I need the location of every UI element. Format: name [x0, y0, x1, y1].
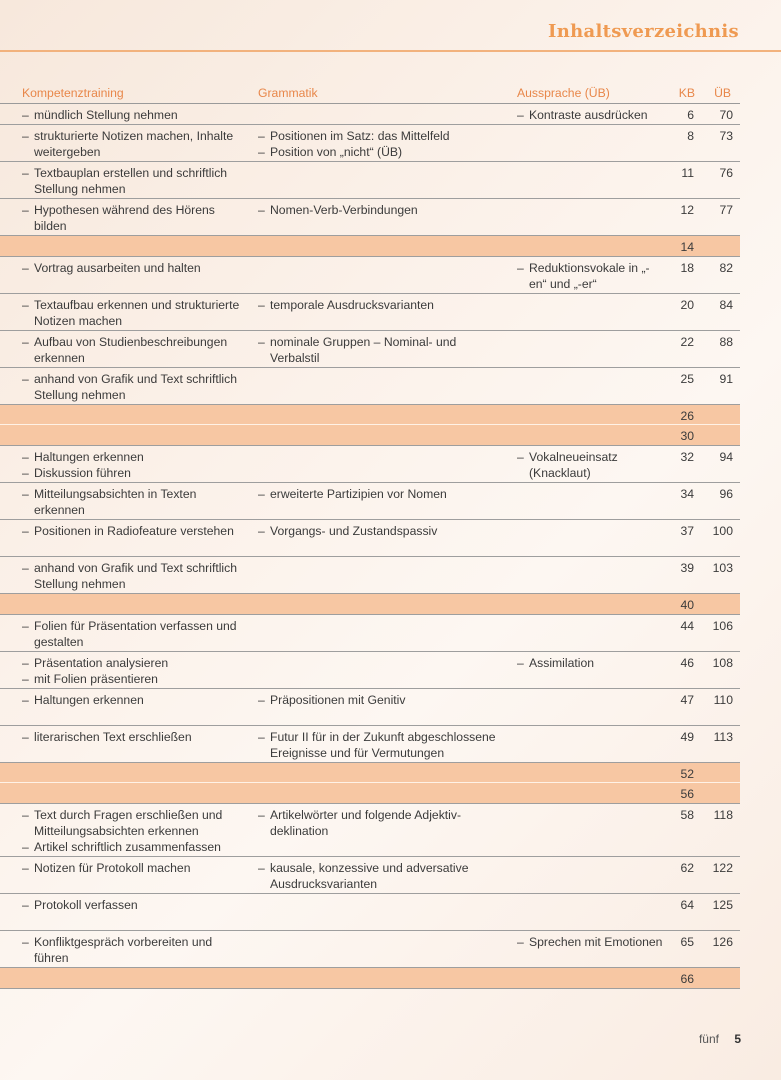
ub-page: 76 — [719, 166, 733, 180]
ub-page: 106 — [712, 619, 733, 633]
kb-page: 8 — [687, 129, 694, 143]
kompetenz-cell — [22, 260, 250, 276]
toc-item — [22, 202, 250, 234]
grammatik-cell — [258, 692, 508, 708]
kompetenz-cell — [22, 334, 250, 366]
toc-row — [0, 294, 740, 331]
kompetenz-cell — [22, 729, 250, 745]
ub-page: 94 — [719, 450, 733, 464]
toc-item — [22, 839, 250, 855]
toc-item-text: Vortrag ausarbeiten und halten — [34, 261, 201, 275]
kb-page: 14 — [680, 240, 694, 254]
dash-marker: – — [22, 840, 29, 854]
toc-band-line — [0, 968, 740, 989]
toc-item — [22, 449, 250, 465]
dash-marker: – — [22, 166, 29, 180]
kb-page: 44 — [680, 619, 694, 633]
dash-marker: – — [22, 372, 29, 386]
toc-item — [258, 486, 508, 502]
toc-item — [22, 560, 250, 592]
toc-item-text: anhand von Grafik und Text schriftlich Stellung nehmen — [34, 561, 238, 591]
toc-item-text: Aufbau von Studienbeschreibungen erkennen — [34, 335, 228, 365]
toc-item — [258, 334, 508, 366]
toc-item-text: Präpositionen mit Genitiv — [270, 693, 406, 707]
toc-item-text: Futur II für in der Zukunft abgeschlossene Ereignisse und für Vermutungen — [270, 730, 496, 760]
dash-marker: – — [22, 524, 29, 538]
kompetenz-cell — [22, 655, 250, 687]
kb-page: 26 — [680, 409, 694, 423]
ub-page: 103 — [712, 561, 733, 575]
toc-row — [0, 368, 740, 405]
dash-marker: – — [22, 335, 29, 349]
kb-page: 52 — [680, 767, 694, 781]
toc-item-text: Präsentation analysieren — [34, 656, 169, 670]
footer-page-number: 5 — [734, 1032, 741, 1046]
toc-item — [22, 465, 250, 481]
dash-marker: – — [22, 861, 29, 875]
toc-item — [22, 486, 250, 518]
toc-item-text: Positionen im Satz: das Mittelfeld — [270, 129, 450, 143]
toc-item — [22, 523, 250, 539]
kb-page: 46 — [680, 656, 694, 670]
grammatik-cell — [258, 860, 508, 892]
toc-item-text: Haltungen erkennen — [34, 450, 144, 464]
toc-item-text: erweiterte Partizipien vor Nomen — [270, 487, 447, 501]
kb-page: 20 — [680, 298, 694, 312]
dash-marker: – — [22, 450, 29, 464]
ub-page: 125 — [712, 898, 733, 912]
toc-item-text: Kontraste ausdrücken — [529, 108, 648, 122]
toc-section-band — [0, 594, 740, 615]
toc-item — [22, 371, 250, 403]
kompetenz-cell — [22, 486, 250, 518]
toc-item-text: Notizen für Protokoll machen — [34, 861, 191, 875]
toc-row — [0, 446, 740, 483]
ub-page: 96 — [719, 487, 733, 501]
toc-item-text: Vorgangs- und Zustandspassiv — [270, 524, 438, 538]
toc-item — [258, 144, 508, 160]
dash-marker: – — [22, 656, 29, 670]
aussprache-cell — [517, 655, 667, 671]
ub-page: 84 — [719, 298, 733, 312]
kb-page: 11 — [681, 166, 694, 180]
toc-item-text: Protokoll verfassen — [34, 898, 138, 912]
ub-page: 91 — [719, 372, 733, 386]
kb-page: 47 — [680, 693, 694, 707]
toc-band-line — [0, 763, 740, 782]
toc-item — [22, 692, 250, 708]
header-rule — [0, 50, 781, 52]
page-title: Inhaltsverzeichnis — [548, 21, 739, 42]
grammatik-cell — [258, 729, 508, 761]
toc-row — [0, 483, 740, 520]
toc-item — [22, 297, 250, 329]
toc-item-text: literarischen Text erschließen — [34, 730, 192, 744]
toc-item-text: Artikel schriftlich zusammenfassen — [34, 840, 221, 854]
kompetenz-cell — [22, 692, 250, 708]
dash-marker: – — [22, 808, 29, 822]
toc-item — [258, 128, 508, 144]
toc-item-text: mündlich Stellung nehmen — [34, 108, 178, 122]
toc-section-band — [0, 236, 740, 257]
grammatik-cell — [258, 523, 508, 539]
toc-item-text: Positionen in Radiofeature verstehen — [34, 524, 234, 538]
dash-marker: – — [517, 656, 524, 670]
toc-row — [0, 162, 740, 199]
toc-row — [0, 199, 740, 236]
dash-marker: – — [258, 145, 265, 159]
toc-section-band — [0, 405, 740, 446]
aussprache-cell — [517, 449, 667, 481]
toc-row — [0, 804, 740, 857]
dash-marker: – — [22, 561, 29, 575]
toc-item — [517, 107, 667, 123]
column-header-aussprache: Aussprache (ÜB) — [517, 86, 610, 100]
ub-page: 73 — [719, 129, 733, 143]
ub-page: 100 — [712, 524, 733, 538]
grammatik-cell — [258, 202, 508, 218]
toc-item-text: mit Folien präsentieren — [34, 672, 158, 686]
dash-marker: – — [22, 898, 29, 912]
dash-marker: – — [517, 108, 524, 122]
kb-page: 37 — [680, 524, 694, 538]
toc-item — [22, 934, 250, 966]
kompetenz-cell — [22, 165, 250, 197]
ub-page: 82 — [719, 261, 733, 275]
aussprache-cell — [517, 107, 667, 123]
aussprache-cell — [517, 934, 667, 950]
column-header-grammatik: Grammatik — [258, 86, 318, 100]
toc-item — [258, 729, 508, 761]
toc-item — [22, 671, 250, 687]
dash-marker: – — [517, 450, 524, 464]
dash-marker: – — [258, 335, 265, 349]
page-footer — [699, 1032, 741, 1046]
dash-marker: – — [22, 619, 29, 633]
dash-marker: – — [22, 108, 29, 122]
toc-item — [22, 729, 250, 745]
toc-band-line — [0, 594, 740, 615]
toc-item — [517, 260, 667, 292]
dash-marker: – — [22, 935, 29, 949]
kb-page: 25 — [680, 372, 694, 386]
kompetenz-cell — [22, 897, 250, 913]
toc-item — [258, 523, 508, 539]
kb-page: 66 — [680, 972, 694, 986]
dash-marker: – — [258, 203, 265, 217]
toc-row — [0, 520, 740, 557]
toc-item — [22, 107, 250, 123]
dash-marker: – — [22, 261, 29, 275]
toc-item-text: Folien für Präsentation verfassen und gestalten — [34, 619, 237, 649]
kb-page: 6 — [687, 108, 694, 122]
kb-page: 34 — [680, 487, 694, 501]
toc-item-text: strukturierte Notizen machen, Inhalte weitergeben — [34, 129, 234, 159]
ub-page: 126 — [712, 935, 733, 949]
dash-marker: – — [517, 261, 524, 275]
ub-page: 122 — [712, 861, 733, 875]
toc-item — [22, 897, 250, 913]
kb-page: 22 — [680, 335, 694, 349]
toc-item — [517, 655, 667, 671]
kb-page: 32 — [680, 450, 694, 464]
toc-section-band — [0, 763, 740, 804]
dash-marker: – — [22, 203, 29, 217]
grammatik-cell — [258, 297, 508, 313]
ub-page: 77 — [719, 203, 733, 217]
kompetenz-cell — [22, 860, 250, 876]
dash-marker: – — [22, 693, 29, 707]
toc-item-text: Nomen-Verb-Verbindungen — [270, 203, 418, 217]
toc-item — [22, 165, 250, 197]
kb-page: 12 — [680, 203, 694, 217]
toc-row — [0, 557, 740, 594]
toc-item — [258, 202, 508, 218]
dash-marker: – — [517, 935, 524, 949]
toc-item-text: Haltungen erkennen — [34, 693, 144, 707]
toc-item — [22, 860, 250, 876]
toc-item-text: Hypothesen während des Hörens bilden — [34, 203, 215, 233]
toc-item-text: anhand von Grafik und Text schriftlich Stellung nehmen — [34, 372, 238, 402]
toc-row — [0, 257, 740, 294]
ub-page: 118 — [713, 808, 733, 822]
toc-item-text: Textaufbau erkennen und strukturierte Notizen machen — [34, 298, 240, 328]
toc-item-text: Konfliktgespräch vorbereiten und führen — [34, 935, 213, 965]
dash-marker: – — [258, 129, 265, 143]
kb-page: 65 — [680, 935, 694, 949]
toc-band-line — [0, 782, 740, 802]
ub-page: 110 — [713, 693, 733, 707]
kompetenz-cell — [22, 934, 250, 966]
toc-item-text: Vokalneueinsatz (Knacklaut) — [529, 450, 618, 480]
column-header-ub: ÜB — [714, 86, 731, 100]
toc-item-text: Reduktionsvokale in „-en“ und „-er“ — [529, 261, 650, 291]
toc-row — [0, 689, 740, 726]
toc-item — [517, 449, 667, 481]
dash-marker: – — [258, 861, 265, 875]
kompetenz-cell — [22, 807, 250, 855]
grammatik-cell — [258, 486, 508, 502]
toc-row — [0, 857, 740, 894]
kb-page: 18 — [680, 261, 694, 275]
toc-item-text: nominale Gruppen – Nominal- und Verbalstil — [270, 335, 457, 365]
toc-item — [517, 934, 667, 950]
toc-item — [258, 807, 508, 839]
dash-marker: – — [258, 524, 265, 538]
ub-page: 113 — [713, 730, 733, 744]
dash-marker: – — [22, 730, 29, 744]
toc-item-text: kausale, konzessive und adversative Ausdrucksvarianten — [270, 861, 469, 891]
toc-item-text: temporale Ausdrucksvarianten — [270, 298, 434, 312]
toc-item — [22, 128, 250, 160]
toc-row — [0, 931, 740, 968]
dash-marker: – — [22, 298, 29, 312]
toc-item-text: Textbauplan erstellen und schriftlich Stellung nehmen — [34, 166, 228, 196]
dash-marker: – — [258, 693, 265, 707]
kompetenz-cell — [22, 618, 250, 650]
kb-page: 56 — [680, 787, 694, 801]
toc-table — [0, 104, 740, 989]
kompetenz-cell — [22, 449, 250, 481]
toc-section-band — [0, 968, 740, 989]
dash-marker: – — [22, 129, 29, 143]
toc-item-text: Text durch Fragen erschließen und Mitteilungsabsichten erkennen — [34, 808, 223, 838]
kb-page: 30 — [680, 429, 694, 443]
ub-page: 108 — [712, 656, 733, 670]
kb-page: 39 — [680, 561, 694, 575]
aussprache-cell — [517, 260, 667, 292]
kb-page: 58 — [680, 808, 694, 822]
dash-marker: – — [22, 672, 29, 686]
toc-item-text: Artikelwörter und folgende Adjektiv-deklination — [270, 808, 462, 838]
grammatik-cell — [258, 128, 508, 160]
dash-marker: – — [258, 487, 265, 501]
dash-marker: – — [258, 730, 265, 744]
column-header-kb: KB — [678, 86, 695, 100]
toc-row — [0, 615, 740, 652]
ub-page: 88 — [719, 335, 733, 349]
toc-row — [0, 104, 740, 125]
toc-item-text: Position von „nicht“ (ÜB) — [270, 145, 403, 159]
toc-item-text: Assimilation — [529, 656, 595, 670]
grammatik-cell — [258, 807, 508, 839]
kompetenz-cell — [22, 560, 250, 592]
kb-page: 40 — [680, 598, 694, 612]
kb-page: 64 — [680, 898, 694, 912]
toc-row — [0, 894, 740, 931]
kompetenz-cell — [22, 371, 250, 403]
kompetenz-cell — [22, 128, 250, 160]
footer-page-word: fünf — [698, 1032, 719, 1046]
toc-item-text: Sprechen mit Emotionen — [529, 935, 663, 949]
ub-page: 70 — [719, 108, 733, 122]
kompetenz-cell — [22, 523, 250, 539]
dash-marker: – — [22, 487, 29, 501]
column-headers — [0, 86, 781, 102]
toc-row — [0, 652, 740, 689]
toc-band-line — [0, 405, 740, 424]
dash-marker: – — [258, 298, 265, 312]
toc-item — [258, 297, 508, 313]
kompetenz-cell — [22, 297, 250, 329]
toc-item — [258, 860, 508, 892]
kompetenz-cell — [22, 107, 250, 123]
toc-item — [22, 334, 250, 366]
kb-page: 49 — [680, 730, 694, 744]
toc-row — [0, 726, 740, 763]
toc-band-line — [0, 236, 740, 257]
toc-row — [0, 331, 740, 368]
grammatik-cell — [258, 334, 508, 366]
toc-item — [258, 692, 508, 708]
kb-page: 62 — [680, 861, 694, 875]
toc-item — [22, 260, 250, 276]
toc-row — [0, 125, 740, 162]
toc-item — [22, 655, 250, 671]
column-header-kompetenz: Kompetenztraining — [22, 86, 124, 100]
dash-marker: – — [258, 808, 265, 822]
kompetenz-cell — [22, 202, 250, 234]
toc-item-text: Diskussion führen — [34, 466, 131, 480]
toc-band-line — [0, 424, 740, 444]
dash-marker: – — [22, 466, 29, 480]
toc-item-text: Mitteilungsabsichten in Texten erkennen — [34, 487, 197, 517]
toc-item — [22, 807, 250, 839]
toc-item — [22, 618, 250, 650]
